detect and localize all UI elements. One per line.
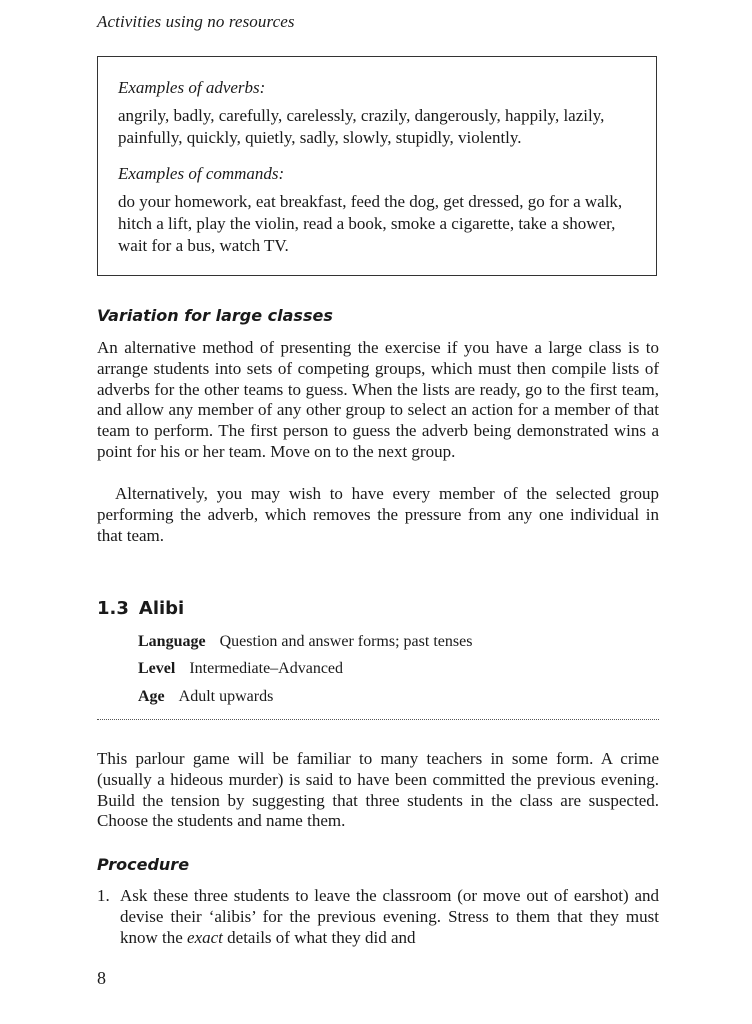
- meta-level: [138, 660, 343, 678]
- variation-heading: Variation for large classes: [97, 306, 333, 325]
- page-number: 8: [97, 968, 106, 988]
- meta-level-value: Intermediate–Advanced: [189, 660, 344, 677]
- commands-label: Examples of commands:: [118, 164, 285, 183]
- meta-language: [138, 633, 472, 651]
- running-head: Activities using no resources: [97, 12, 295, 31]
- variation-paragraph-1: An alternative method of presenting the exercise if you have a large class is to arrange students into sets of competing groups, which must then compile lists of adverbs for the other teams to guess. When the lists are ready, go to the first team, and allow any member of any other group to select an action for a member of that team to perform. The first person to guess the adverb being demonstrated wins a point for his or her team. Move on to the next group.: [97, 338, 659, 461]
- step-text-part-2: details of what they did and: [222, 927, 416, 947]
- step-text: [120, 886, 659, 948]
- examples-box: [97, 56, 657, 276]
- section-name: Alibi: [138, 598, 185, 619]
- procedure-heading: Procedure: [97, 855, 190, 874]
- dotted-divider: [97, 719, 659, 720]
- adverbs-label: Examples of adverbs:: [118, 78, 266, 97]
- section-title: [97, 598, 184, 619]
- adverbs-list: angrily, badly, carefully, carelessly, crazily, dangerously, happily, lazily, painfully, quickly, quietly, sadly, slowly, stupidly, violently.: [118, 106, 605, 147]
- meta-language-value: Question and answer forms; past tenses: [219, 633, 473, 650]
- intro-paragraph: This parlour game will be familiar to many teachers in some form. A crime (usually a hideous murder) is said to have been committed the previous evening. Build the tension by suggesting that three students in the class are suspected. Choose the students and name them.: [97, 749, 659, 831]
- meta-age: [138, 688, 273, 706]
- meta-level-key: Level: [138, 660, 176, 677]
- step-text-emphasis: exact: [187, 927, 223, 947]
- meta-language-key: Language: [138, 633, 206, 650]
- section-number: 1.3: [97, 598, 129, 619]
- step-text-part-1: Ask these three students to leave the classroom (or move out of earshot) and devise their ‘alibis’ for the previous evening. Stress to them that they must know the: [120, 886, 659, 947]
- variation-paragraph-2: Alternatively, you may wish to have every member of the selected group performing the adverb, which removes the pressure from any one individual in that team.: [97, 484, 659, 545]
- procedure-step-1: [97, 886, 659, 948]
- step-number: 1.: [97, 886, 110, 905]
- meta-age-value: Adult upwards: [178, 688, 274, 705]
- meta-age-key: Age: [138, 688, 165, 705]
- commands-list: do your homework, eat breakfast, feed the dog, get dressed, go for a walk, hitch a lift, play the violin, read a book, smoke a cigarette, take a shower, wait for a bus, watch TV.: [118, 192, 623, 255]
